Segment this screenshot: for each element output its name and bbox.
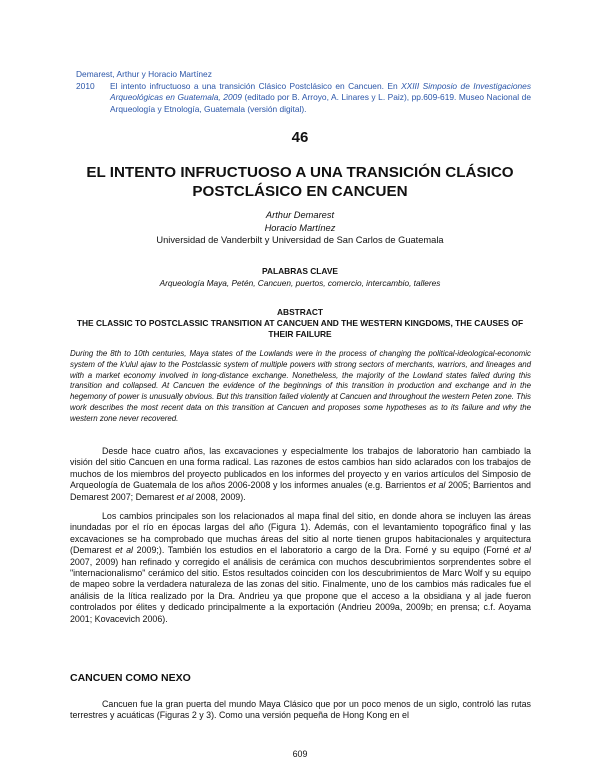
citation-year: 2010 (76, 80, 95, 91)
citation-block (76, 69, 531, 115)
citation-text: El intento infructuoso a una transición Clásico Postclásico en Cancuen. En XXIII Simposio de Investigaciones Arqueológicas en Guatemala, 2009 (editado por B. Arroyo, A. Linares y L. Paiz), pp.609-619. Museo Nacional de Arqueología y Etnología, Guatemala (versión digital). (110, 80, 532, 114)
citation-authors: Demarest, Arthur y Horacio Martínez (76, 69, 212, 79)
page-title: EL INTENTO INFRUCTUOSO A UNA TRANSICIÓN CLÁSICO POSTCLÁSICO EN CANCUEN (86, 164, 514, 200)
body-paragraph: Cancuen fue la gran puerta del mundo Maya Clásico que por un poco menos de un siglo, controló las rutas terrestres y acuáticas (Figuras 2 y 3). Como una versión pequeña de Hong Kong en el (70, 699, 531, 721)
page-number: 609 (292, 749, 308, 759)
body-paragraph: Desde hace cuatro años, las excavaciones y especialmente los trabajos de laboratorio han cambiado la visión del sitio Cancuen en una forma radical. Las razones de estos cambios han sido aclarados con los trabajos de muchos de los miembros del proyecto publicados en los informes del proyecto y en varios artículos del Simposio de Arqueología de Guatemala de los años 2006-2008 y los informes anuales (e.g. Barrientos et al 2005; Barrientos and Demarest 2007; Demarest et al 2008, 2009). (70, 446, 531, 502)
chapter-number: 46 (291, 129, 309, 146)
abstract-subtitle: THE CLASSIC TO POSTCLASSIC TRANSITION AT CANCUEN AND THE WESTERN KINGDOMS, THE CAUSES OF THEIR FAILURE (76, 318, 524, 339)
author-name: Arthur Demarest (265, 210, 335, 220)
keywords-heading: PALABRAS CLAVE (262, 266, 338, 276)
keywords-text: Arqueología Maya, Petén, Cancuen, puertos, comercio, intercambio, talleres (159, 278, 441, 288)
body-paragraph: Los cambios principales son los relacionados al mapa final del sitio, en donde ahora se incluyen las áreas inundadas por el río en épocas largas del año (Figura 1). Además, con el levantamiento topográfico final y las excavaciones se ha comprobado que muchas áreas del sitio al norte tienen grupos habitacionales y arquitectura (Demarest et al 2009;). También los estudios en el laboratorio a cargo de la Dra. Forné y su equipo (Forné et al 2007, 2009) han refinado y corregido el análisis de cerámica con muchos descubrimientos sorprendentes sobre el "internacionalismo" cerámico del sitio. Estos resultados coinciden con los descubrimientos de Marc Wolf y su equipo de mapeo sobre la verdadera naturaleza de las zonas del sitio. Finalmente, uno de los cambios más radicales fue el análisis de la lítica realizado por la Dra. Andrieu ya que propone que el acceso a la obsidiana y al jade fueron controlados por élites y dedicado principalmente a la exportación (Andrieu 2009a, 2009b; en prensa; c.f. Aoyama 2001; Kovacevich 2006). (70, 511, 532, 624)
authors-block (0, 209, 600, 247)
abstract-text: During the 8th to 10th centuries, Maya states of the Lowlands were in the process of changing the political-ideological-economic system of the k'ulul ajaw to the Postclassic system of multiple powers with strong sectors of merchants, warriors, and lineages and with a market economy involved in long-distance exchange. Nonetheless, the majority of the Lowland states failed during this transition and collapsed. At Cancuen the evidence of the beginnings of this transition in production and exchange and in the hegemony of power is unusually obvious. But this transition failed violently at Cancuen and throughout the western Peten zone. This work describes the most recent data on this transition at Cancuen and proposes some hypotheses as to its failure and why the western zone never recovered. (70, 349, 532, 423)
abstract-heading: ABSTRACT (276, 307, 324, 317)
citation-series-title: XXIII Simposio de Investigaciones Arqueológicas en Guatemala, 2009 (110, 80, 532, 102)
section-heading: CANCUEN COMO NEXO (70, 672, 191, 684)
author-affiliation: Universidad de Vanderbilt y Universidad de San Carlos de Guatemala (156, 235, 444, 245)
author-name: Horacio Martínez (264, 222, 336, 233)
